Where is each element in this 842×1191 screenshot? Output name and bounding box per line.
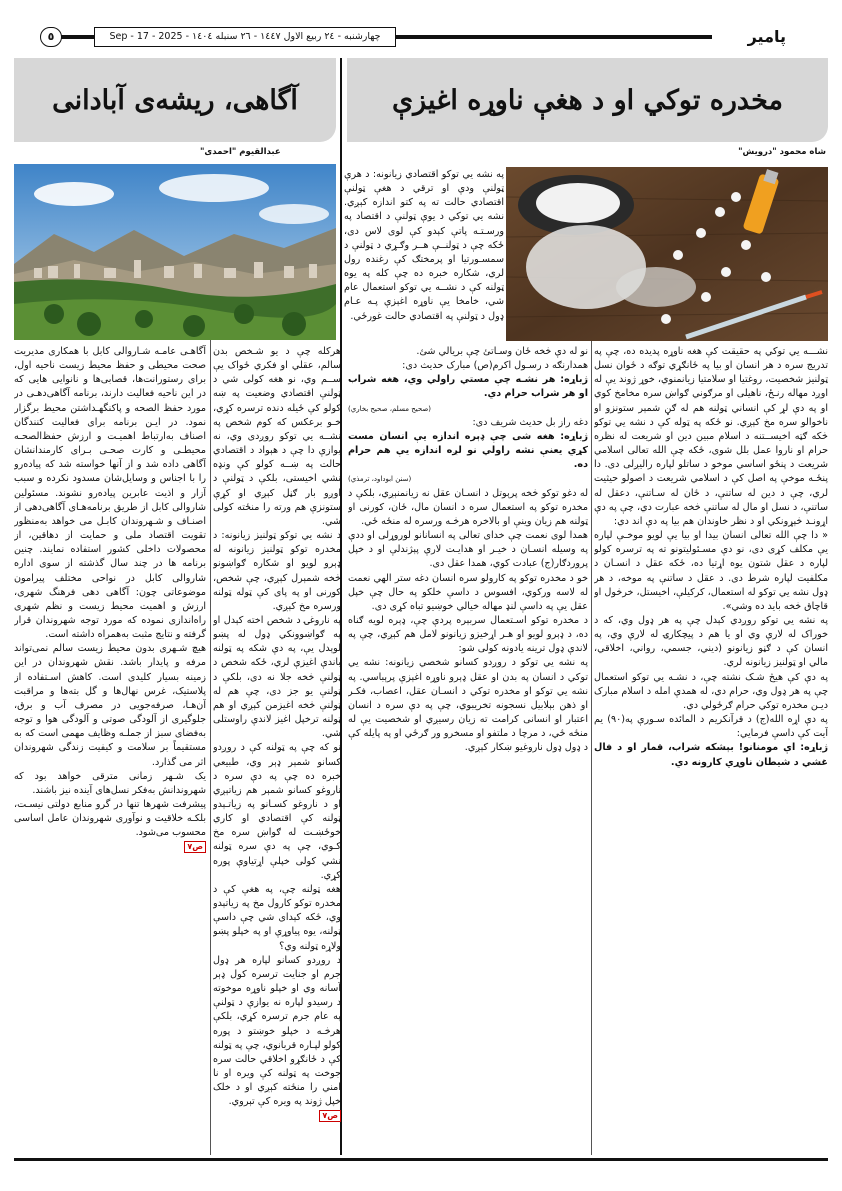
hadith-translation: ژباړه: هغه شی چې ډېره اندازه يې انسان مست کړي یعنې نشه راولي نو لږه اندازه يې هم حرام ده. <box>348 430 588 471</box>
reference-note: (سنن ابوداود، ترمذي) <box>348 475 412 484</box>
paragraph: په ناروغۍ د شخص اخته کېدل او په ګواښوونکي ډول له پښو لوېدل يې، په دې شکه په ټولنه باندې اغیزې لري، ځکه شخص د ټولنې څخه جلا نه دی، بلکې د ټولنې یو جز دی، چې هم له ټولنې څخه اغیزمن کېږي او هم ټولنه ترخپل اغیز لاندې راوستلی شي. <box>213 614 341 740</box>
article2-headline <box>14 58 336 142</box>
kabul-landscape-illustration <box>14 164 336 340</box>
city-photo <box>14 164 336 340</box>
article1-headline <box>347 58 828 142</box>
paragraph: نو له دې څخه ځان وسـاتئ چې بریالي شئ. <box>416 346 588 357</box>
paragraph: په نشه يي توکو د روږدو کسانو شخصي زیانونه: نشه یي توکي د انسان په بدن او عقل ډېرو ناوړه اغېزې پرېباسي. په نشه يي توکو او مخدره توکي د انسـان عقل، اعصاب، فکـر او ذهن بېلابیل نسجونه تخریبوي، چې په دې سره د انسان اعتبار او انسانی کرامت ته زیان رسیږي او شخصیت يې له منځه ځي، د مرچا د ملتفو او مسخرو ور ګرځي او په پایله کې د ډول ډول ناروغیو ښکار کېږي. <box>348 657 588 754</box>
article2-byline: عبدالقیوم "احمدی" <box>200 147 281 157</box>
paragraph: دغه راز بل حدیث شریف دی: <box>472 416 588 428</box>
paragraph: « دا چې الله تعالی انسان بیدا او بیا يې لویو موخـې لپاره يې مکلف کړی دی، نو دې مسـئولیتونو ته په ترسره کولو لپاره د عقل شتون یوه اړتیا ده، ځکه عقل د انسـان د مکلفیت لپاره شرط دی. د عقل د ساتنې په موخه، د هر ډول نشه يي توکو له استعمال، کرکیلې، اخیستل، خرڅول او قاچاق څخه باید ده وشي». <box>594 530 828 612</box>
continued-marker: ص٧ <box>319 1110 341 1122</box>
paragraph: آگاهـی عامـه شـاروالی کابل با همکاری مدیریت صحت محیطی و حفظ محیط زیست ناحیه اول، برای رستورانت‌ها، قصابی‌ها و نانوایی هایی که در این ناحیه فعالیت دارند، برنامه آگاهی‌دهـی در مورد حفظ الصحه و پاکنگهـداشتن محیط برگزار نمود. در ایـن برنامه برای فعالیت کنندگان اصناف به‌ارتباط اهمیـت و ارزش حفظ‌الصحـه محیطـی و کارت صحـی بـرای کارمندانشان آگاهی داده شد و از آنها خواسته شد که پیادەرو را با اجناس و وسایل‌شان مسدود نکرده و سبب آزار و اذیت عابرین پیاده‌رو نشوند. مسئولین شاروالی کابل از طریق برنامه‌هـای آگاهی‌دهی از اصنـاف و شـهروندان کابـل می خواهد به‌منظور تقویت اقتصاد ملی و حمایت از دهاقین، از محصولات داخلی کشور استفاده نمایند. چنین برنامه ها در چند سال گذشته از سوی اداره شاروالی کابل در نواحی مختلف پیرامون موضوعاتی چون: آگاهی دهی فرهنگ شهری، ارزش و اهمیت محیط زیست و نظم شهری راه‌اندازی نموده که مورد توجه شهروندان قرار گرفته و نتایج مثبت به‌همراه داشته است. <box>14 346 206 641</box>
article1-column-3 <box>213 345 341 1153</box>
paragraph: په دې کې هیڅ شـک نشته چې، د نشـه يي توکو استعمال چې په هر ډول وي، حرام دي، له همدې امله د اسلام مبارک دیـن مخدره توکي حرام ګرځولي دي. <box>594 671 828 711</box>
paragraph: په دې اړه الله(ج) د قرآنکریم د المائده سـورې په(٩٠) یم آیت کې داسې فرمایي: <box>594 714 828 740</box>
article1-title: مخدره توکي او د هغې ناوړه اغیزې <box>392 84 783 116</box>
paragraph: په نشه يي توکو اقتصادي زیانونه: د هرې ټولنې ودې او ترقي د هغې ټولنې اقتصادي حالت ته په کتو اندازه کېږي. نشه یي توکي د یوې ټولنې د اقتصاد په ورسـتـه پاتې کېدو کې لوی لاس دی، ځکه چې د ټولنــې هــر وګـړي د ټولنې د سمسـورتیا او پرمختګ کې رغنده رول لري، شکاره خبره ده چې کله په یوه ټولنه کې د نشــه یي توکو استعمال عام شي، خامخا يې ناوړه اغېزې پـه عـام ډول د ټولنې په اقتصادي حالت غورځي. <box>344 169 504 322</box>
article1-column-3-top <box>344 168 504 342</box>
paragraph: همدارنګه د رسـول اکرم(ص) مبارک حدیث دی: <box>402 360 588 372</box>
paragraph: همدا لوی نعمت چې خدای تعالی په انسانانو لوروړلی او ددې په وسیله انسـان د خیـر او هدایـت لارې پېژندلې او د خپل پروردګار(ج) عبادت کوي، همدا عقل دی. <box>348 530 588 570</box>
hadith-translation: ژباړه: هر نشـه چې مستي راولي وي، هغه شراب او هر شراب حرام دي. <box>348 374 588 400</box>
paragraph: خو د مخدره توکو په کارولو سره انسان دغه ستر الهي نعمت له لاسه ورکوي، افسوس د داسې خلکو په حال چې خپل عقل يې په داسې لنډ مهاله خیالي خوښیو تباه کړی دی. <box>348 572 588 612</box>
paragraph: نشـــه يي توکي په حقیقت کې هغه ناوړه پدیده ده، چې په تدریج سره د هر انسان او بیا په ځانګړي توګه د ځوان نسل ټولنیز شخصیت، روغتیا او سلامتیا زیانمنوي، خوړ ژوند يې له اوږد مهاله رنـځ، ناهیلی او مرګوني ګواښ سره مخامخ کوي او په دې لړ کې انساني ټولنه هم له ګڼ شمېر ستونزو او ناخوالو سره مخ کېږي. نو ځکه په ټوله کې د نشه يي توکو څکه ګټه اخیســتنه د اسلام مبین دین او شریعت له نظره حرام او ناروا عمل بلل شوی، ځکه چې الله تعالی اسلامي شریعت د پنځو اساسي موخو د ساتلو لپاره رالیږلی دی. دا پنځـه موخې په اصل کې د اسلامي شریعت د اصولو حیثیت لري، چې د دین له ساتنې، د ځان له سـاتنې، دعقل له ساتنې، د نسل او مال له ساتنې څخه عبارت دي، چې په دې اړونـد څېړونکي او د نظر خاوندان هم بیا په دې اند دي: <box>594 346 828 527</box>
paragraph: د روږدو کسانو لپاره هر ډول جرم او جنایت ترسره کول ډېر آسانه وي او خپلو ناوړه موخوته د رسیدو لپاره نه یوازې د ټولنې په عام جرم ترسره کړي، بلکې هرڅـه د خپلو خوښتو د پوره کولو لپـاره قربانوي، چې په ټولنه کې د ځانګړو اخلاقي حالت سره جوخت په ټولنه کې ویره او نا امني را منځته کېږي او د خلک خپل ژوند په ویره کې تېروي. <box>213 954 341 1108</box>
paragraph: هرکله چې د یو شـخص بدن سالم، عقلي او فکري ځواک يې ســم وي، نو هغه کولی شي د ټولنې اقتصادي وضعیت په ښه کولو کې ځیله دنده ترسره کړي، خـو برعکس که کوم شخص په نشــه یي توکو روږدی وي، نه یوازې دا چې د هېواد د اقتصادي حالت په ښــه کولو کې ونډه نشي اخیستی، بلکې د ټولنې د اوږو بار ګڼل کېږي او کړې ستونزې هم ورته را منځته کولی شي. <box>213 346 341 527</box>
paragraph: په نشه يي توکو روږدي کېدل چې په هر ډول وي، که د خوراک له لارې وي او یا هم د پیچکارۍ له لارې وي، په انسان کې د ګڼو زیانونو (دیني، جسمي، رواني، اخلاقي، مالي او ټولنیز زیانونه لري. <box>594 614 828 669</box>
article1-column-2 <box>348 345 588 1153</box>
quran-translation: ژباړه: اې مومنانو! بېشکه شراب، قمار او د فال غشي د شیطان ناوړي کارونه دي. <box>594 742 828 768</box>
drugs-photo <box>506 167 828 341</box>
paragraph: له دغو توکو څخه پرېوتل د انسـان عقل نه زیانمنېږي، بلکې د مخدره توکو په استعمال سره د انسان مال، ځان، کورنی او ټولنه هم زیان وینې او بالاخره هرڅـه ورسره له منځه ځي. <box>348 487 588 527</box>
paragraph: د مخدره توکو اسـتعمال سربېره پردې چې، ډېره لویه ګناه ده، د ډېرو لویو او هـر اړخیزو زیانونو لامل هم کېږي، چې په لاندې ډول ترینه یادونه کولی شو: <box>348 614 588 655</box>
article1-column-1 <box>594 345 828 1153</box>
article2-title: آگاهی، ریشه‌ی آبادانی <box>52 84 298 116</box>
paragraph: هیچ شـهری بدون محیط زیست سالم نمی‌تواند مرفه و پایدار باشد. نقش شهروندان در این زمینه بسیار کلیدی است. کاهش اسـتفاده از پلاستیک، غرس نهال‌ها و گل بته‌ها و مراقبت آن‌هـا، صرفه‌جویی در مصرف آب و برق، جلوگیری از آلودگی صوتی و آلودگی هوا و توجه به‌فضای سبز از جملـه وظایف مهمی است که به‌ مستقیماً بر سلامت و کیفیت زندگی شهروندان اثر می گذارد. <box>14 643 206 768</box>
page-number: ٥ <box>40 27 62 47</box>
issue-date: چهارشنبه - ٢٤ ربیع الاول ١٤٤٧ - ٢٦ سنبله ١٤٠٤ - 2025 - 17 - Sep <box>94 27 396 47</box>
page-header <box>14 26 828 48</box>
article1-byline: شاه محمود "درویش" <box>738 147 826 157</box>
column-divider <box>210 340 211 1155</box>
reference-note: (صحیح مسلم، صحیح بخاري) <box>348 404 432 413</box>
paragraph: د نشه يي توکو ټولنیز زیانونه: د مخدره توکو ټولنیز زیانونه له ډېرو لویو او شکاره ګواښونو څخه شمېرل کېږي، چې شخص، کورنی او په پای کې ټوله ټولنه ورسره مخ کېږي. <box>213 530 341 612</box>
footer-rule <box>14 1158 828 1161</box>
newspaper-name: پامیر <box>747 27 786 46</box>
drugs-illustration <box>506 167 828 341</box>
paragraph: هغه ټولنه چې، په هغې کې د مخدره توکو کارول مخ په زیاتېدو وي، ځکه کېدای شي چې داسې ټولنه، یوه پیاوړې او په خپلو پښو ولاړه ټولنه وي؟ <box>213 883 341 952</box>
paragraph: یک شـهر زمانی مترقی خواهد بود که شهروندانش به‌فکر نسل‌های آینده نیز باشند. <box>14 770 206 796</box>
article2-column-1 <box>14 345 206 1153</box>
paragraph: نو که چې په ټولنه کې د روږدو کسانو شمېر ډېر وي، طبیعي خبره ده چې په دې سره د ناروغو کسانو شمېر هم زیاتېږي او د ناروغو کسـانو په زیاتـېدو ټولنه کې اقتصادي او کاري خوځښـت له ګواښ سره مخ کـوي، چې په دې سره ټولنه نشي کولی خپلې اړتیاوې پوره کړي. <box>213 742 341 881</box>
continued-marker: ص٧ <box>184 841 206 853</box>
paragraph: پیشرفت شهرها تنها در گرو منابع دولتی نیسـت، بلکـه خلاقیت و نوآوری شهروندان عامل اساسی محسوب می‌شود. <box>14 799 206 839</box>
